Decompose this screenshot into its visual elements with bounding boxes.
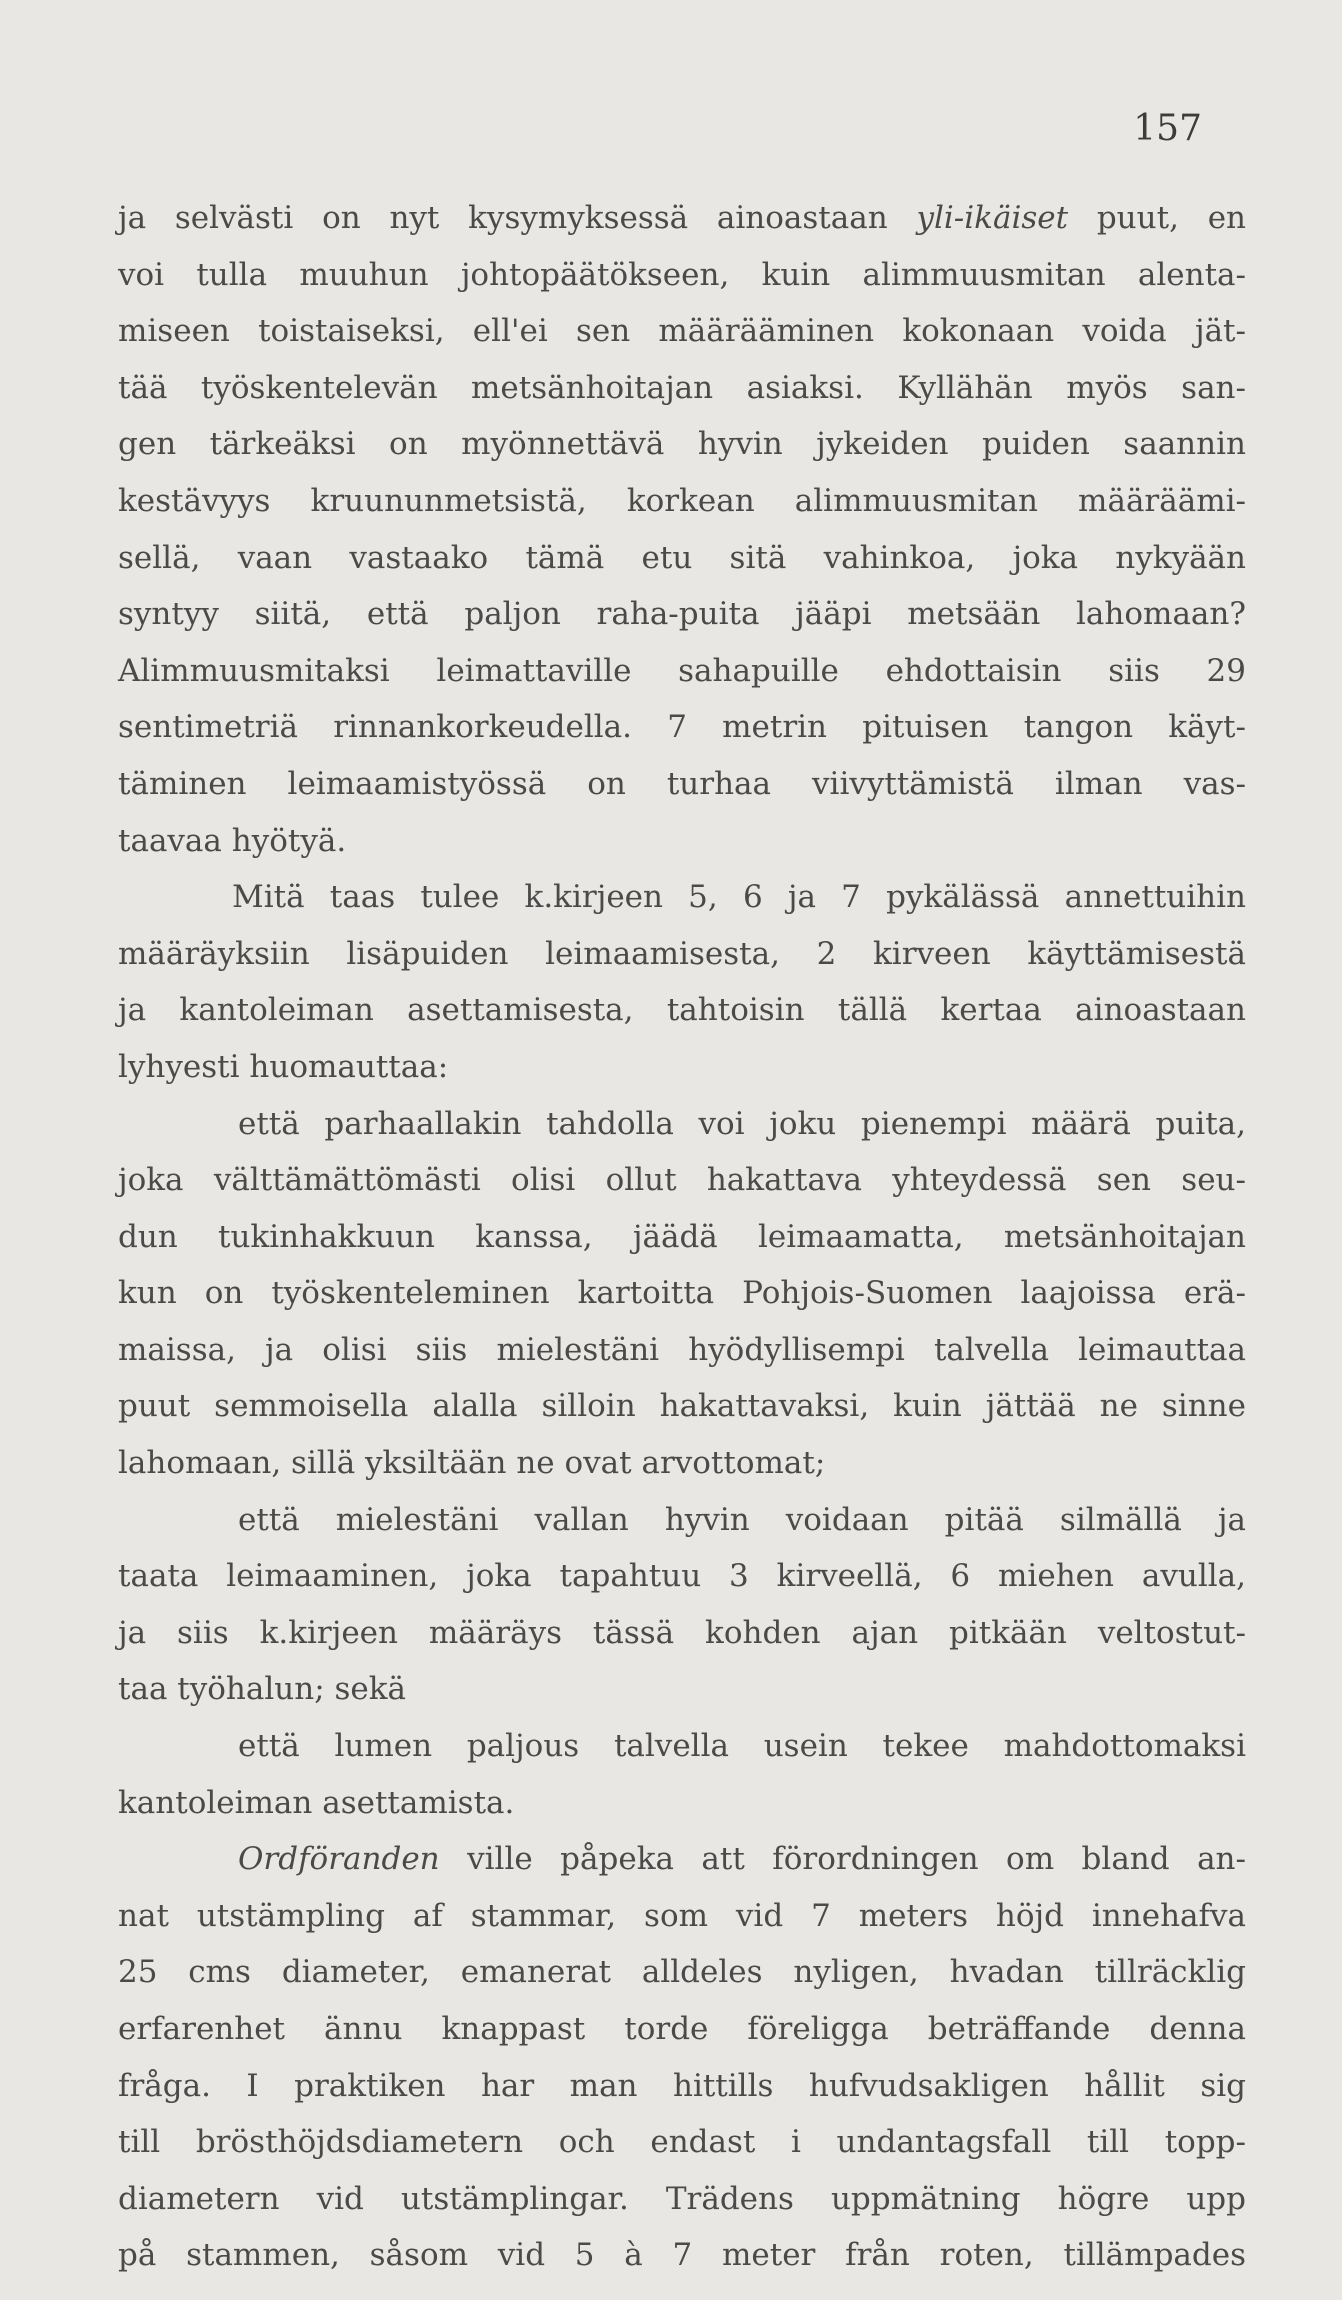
text-line <box>118 1944 1246 2001</box>
text-line-content: voi tulla muuhun johtopäätökseen, kuin alimmuusmitan alenta- <box>118 256 1246 293</box>
text-line <box>118 190 1246 247</box>
text-line <box>118 2114 1246 2171</box>
text-line-content: lahomaan, sillä yksiltään ne ovat arvottomat; <box>118 1445 826 1482</box>
text-line-content: tää työskentelevän metsänhoitajan asiaksi. Kyllähän myös san- <box>118 369 1246 406</box>
text-line <box>118 1152 1246 1209</box>
text-line <box>118 2001 1246 2058</box>
text-line <box>118 586 1246 643</box>
text-line-content: lyhyesti huomauttaa: <box>118 1048 449 1085</box>
text-line <box>118 1378 1246 1435</box>
text-line <box>118 1548 1246 1605</box>
text-line <box>118 416 1246 473</box>
text-line <box>118 1435 1246 1492</box>
text-line-content: maissa, ja olisi siis mielestäni hyödyllisempi talvella leimauttaa <box>118 1331 1246 1368</box>
text-line-continuation: puut, en <box>1068 200 1246 236</box>
text-line <box>118 247 1246 304</box>
text-line-content: erfarenhet ännu knappast torde föreligga beträffande denna <box>118 2011 1246 2047</box>
text-line-content: fråga. I praktiken har man hittills hufvudsakligen hållit sig <box>118 2067 1246 2104</box>
text-line <box>118 1096 1246 1153</box>
page-number: 157 <box>1133 108 1202 149</box>
text-line <box>118 1322 1246 1379</box>
text-line-content: joka välttämättömästi olisi ollut hakattava yhteydessä sen seu- <box>118 1162 1246 1199</box>
text-line <box>118 1605 1246 1662</box>
text-line-content: taata leimaaminen, joka tapahtuu 3 kirveellä, 6 miehen avulla, <box>118 1558 1246 1595</box>
text-line-content: Mitä taas tulee k.kirjeen 5, 6 ja 7 pykälässä annettuihin <box>232 879 1246 916</box>
text-line <box>118 756 1246 813</box>
text-line <box>118 1661 1246 1718</box>
text-line-content: syntyy siitä, että paljon raha-puita jääpi metsään lahomaan? <box>118 596 1246 633</box>
text-line-content: sellä, vaan vastaako tämä etu sitä vahinkoa, joka nykyään <box>118 539 1246 576</box>
text-line <box>118 926 1246 983</box>
text-line <box>118 1775 1246 1832</box>
text-line-content: 25 cms diameter, emanerat alldeles nyligen, hvadan tillräcklig <box>118 1954 1246 1991</box>
text-line-content: kun on työskenteleminen kartoitta Pohjois-Suomen laajoissa erä- <box>118 1275 1246 1312</box>
text-line-content: nat utstämpling af stammar, som vid 7 meters höjd innehafva <box>118 1897 1246 1934</box>
text-line-content: täminen leimaamistyössä on turhaa viivyttämistä ilman vas- <box>118 765 1246 802</box>
text-line-content: ja selvästi on nyt kysymyksessä ainoastaan <box>118 200 917 236</box>
text-line <box>118 473 1246 530</box>
text-line-content: että lumen paljous talvella usein tekee mahdottomaksi <box>238 1728 1246 1765</box>
text-line-content: på stammen, såsom vid 5 à 7 meter från roten, tillämpades <box>118 2237 1246 2274</box>
text-line-content: miseen toistaiseksi, ell'ei sen määrääminen kokonaan voida jät- <box>118 313 1246 350</box>
text-line-content: till brösthöjdsdiametern och endast i undantagsfall till topp- <box>118 2124 1246 2161</box>
text-line <box>118 1209 1246 1266</box>
text-line-content: määräyksiin lisäpuiden leimaamisesta, 2 kirveen käyttämisestä <box>118 935 1246 972</box>
text-line-content: että mielestäni vallan hyvin voidaan pitää silmällä ja <box>238 1501 1246 1538</box>
text-line-content: että parhaallakin tahdolla voi joku pienempi määrä puita, <box>238 1105 1246 1142</box>
text-line <box>118 2227 1246 2284</box>
text-line <box>118 1265 1246 1322</box>
text-line-content: gen tärkeäksi on myönnettävä hyvin jykeiden puiden saannin <box>118 426 1246 463</box>
text-line-content: sentimetriä rinnankorkeudella. 7 metrin pituisen tangon käyt- <box>118 709 1246 746</box>
text-line <box>118 2058 1246 2115</box>
text-line <box>118 1888 1246 1945</box>
text-line <box>118 643 1246 700</box>
text-line-content: kestävyys kruununmetsistä, korkean alimmuusmitan määräämi- <box>118 482 1246 519</box>
text-line <box>118 699 1246 756</box>
text-line-content: Alimmuusmitaksi leimattaville sahapuille ehdottaisin siis 29 <box>118 652 1246 689</box>
text-line <box>118 2171 1246 2228</box>
text-line <box>118 1718 1246 1775</box>
text-line <box>118 1831 1246 1888</box>
text-line <box>118 982 1246 1039</box>
text-line-content: ja siis k.kirjeen määräys tässä kohden ajan pitkään veltostut- <box>118 1614 1246 1651</box>
text-line-content: ja kantoleiman asettamisesta, tahtoisin tällä kertaa ainoastaan <box>118 992 1246 1029</box>
text-line-content: taa työhalun; sekä <box>118 1671 407 1708</box>
italic-term: yli-ikäiset <box>916 200 1069 236</box>
text-line <box>118 1039 1246 1096</box>
body-text <box>118 190 1246 2284</box>
text-line-content: kantoleiman asettamista. <box>118 1784 515 1821</box>
italic-term: Ordföranden <box>238 1841 440 1878</box>
text-line-content: dun tukinhakkuun kanssa, jäädä leimaamatta, metsänhoitajan <box>118 1218 1246 1255</box>
text-line-content: diametern vid utstämplingar. Trädens uppmätning högre upp <box>118 2180 1246 2217</box>
text-line <box>118 1492 1246 1549</box>
text-line <box>118 813 1246 870</box>
text-line <box>118 360 1246 417</box>
text-line <box>118 303 1246 360</box>
text-line <box>118 869 1246 926</box>
text-line-content: taavaa hyötyä. <box>118 822 347 859</box>
text-line <box>118 530 1246 587</box>
text-line-continuation: ville påpeka att förordningen om bland an- <box>439 1841 1246 1878</box>
text-line-content: puut semmoisella alalla silloin hakattavaksi, kuin jättää ne sinne <box>118 1388 1246 1425</box>
